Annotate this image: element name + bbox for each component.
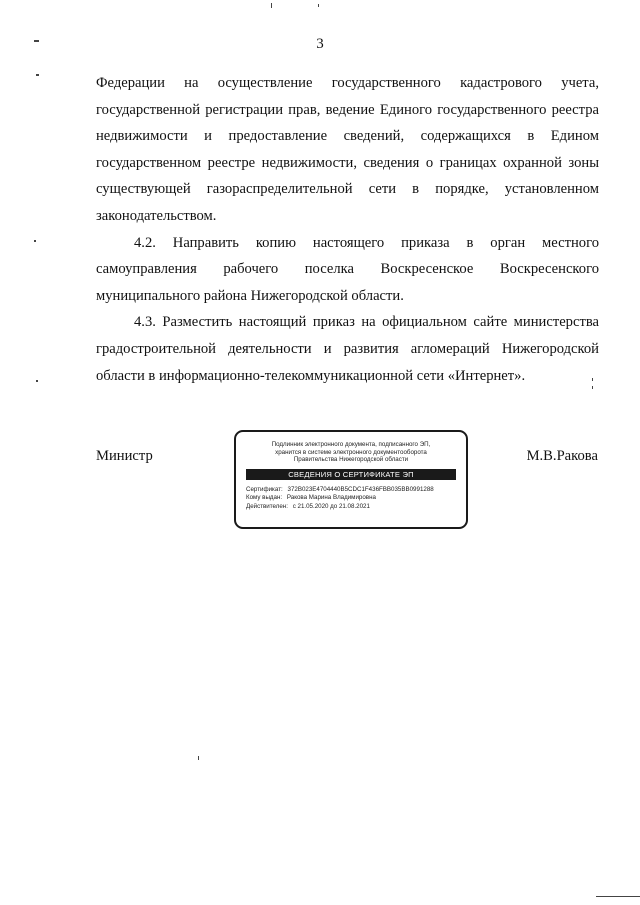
scan-mark [592,378,593,381]
valid-label: Действителен: [246,502,288,510]
document-body [96,70,599,389]
electronic-signature-stamp [234,430,468,529]
issued-to-label: Кому выдан: [246,494,283,502]
paragraph-continuation: Федерации на осуществление государственного кадастрового учета, государственной регистрации прав, ведение Единого государственного реестра недвижимости и предоставление сведений, содержащихся в Едином государственном реестре недвижимости, сведения о границах охранной зоны существующей газораспределительной сети в порядке, установленном законодательством. [96,75,599,224]
scan-mark [596,896,640,897]
signatory-position: Министр [96,448,153,464]
scan-mark [198,756,199,760]
paragraph-4-2: 4.2. Направить копию настоящего приказа в орган местного самоуправления рабочего поселка Воскресенское Воскресенского муниципального района Нижегородской области. [96,234,599,304]
scan-mark [271,3,272,8]
certificate-value: 372B023E4704440B5CDC1F436FBB035BB0991288 [287,485,434,493]
scan-mark [34,240,36,242]
valid-value: с 21.05.2020 до 21.08.2021 [292,502,370,510]
stamp-header-line: хранится в системе электронного документооборота [275,448,427,456]
scan-mark [36,74,39,76]
page-number: 3 [316,36,324,52]
scan-mark [36,380,38,382]
scan-mark [34,40,39,42]
scan-mark [318,4,319,7]
scan-mark [592,386,593,389]
paragraph-4-3: 4.3. Разместить настоящий приказ на официальном сайте министерства градостроительной деятельности и развития агломераций Нижегородской области в информационно-телекоммуникационной сети «Интернет». [96,314,599,384]
stamp-header-line: Подлинник электронного документа, подписанного ЭП, [271,441,431,448]
issued-to-value: Ракова Марина Владимировна [286,494,376,502]
stamp-title: СВЕДЕНИЯ О СЕРТИФИКАТЕ ЭП [246,469,456,480]
stamp-header-line: Правительства Нижегородской области [293,456,409,464]
signatory-name: М.В.Ракова [526,448,598,464]
certificate-row [246,486,456,494]
stamp-details [246,486,456,511]
stamp-header [236,441,466,464]
valid-row [246,503,456,511]
issued-to-row [246,494,456,502]
certificate-label: Сертификат: [246,485,283,493]
